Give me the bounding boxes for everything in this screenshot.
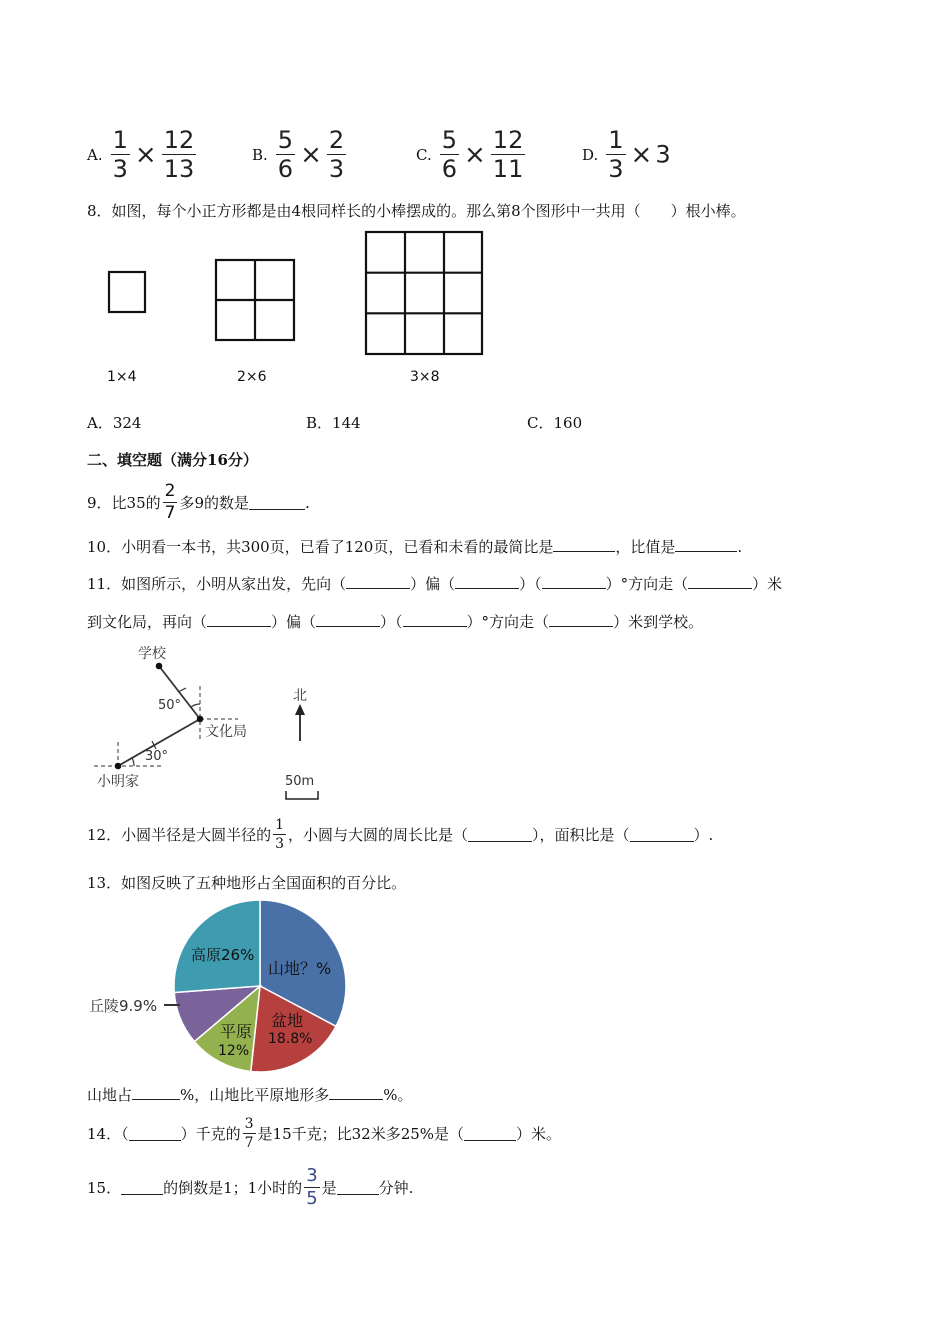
answer-blank[interactable] [121, 1181, 163, 1195]
fraction: $\frac{12}{13}$ [163, 126, 195, 183]
q8-option-a[interactable]: A．324 [87, 414, 142, 432]
option-letter: C. [416, 145, 432, 164]
q10-text-b: ，比值是 [615, 538, 676, 556]
figure-3x3 [366, 232, 482, 354]
times-sign: × [300, 139, 322, 170]
map-label-home: 小明家 [97, 774, 139, 790]
terrain-pie-chart [170, 899, 370, 1079]
q15 [87, 1167, 413, 1208]
fraction: $\frac{5}{6}$ [277, 126, 294, 183]
q11-line2 [87, 611, 703, 632]
q7-option-a[interactable] [87, 128, 198, 181]
q14 [87, 1117, 561, 1150]
q11-seg: ）（ [519, 575, 542, 593]
answer-blank[interactable] [329, 1086, 383, 1100]
fraction: $\frac{2}{7}$ [164, 481, 176, 523]
pie-label-plateau: 高原26% [191, 946, 255, 964]
q11-seg: ）（ [380, 613, 403, 631]
scale-bar-icon [285, 791, 321, 801]
answer-blank[interactable] [316, 613, 380, 627]
q8-option-c[interactable]: C．160 [527, 414, 583, 432]
answer-blank[interactable] [464, 1127, 516, 1141]
q15-seg: 分钟. [378, 1179, 414, 1197]
map-label-angle1: 50° [158, 698, 182, 713]
q15-seg: 的倒数是1；1小时的 [163, 1179, 303, 1197]
answer-blank[interactable] [553, 538, 615, 552]
q15-seg: 是 [321, 1179, 337, 1197]
q11-seg: ）偏（ [410, 575, 456, 593]
option-letter: B. [252, 145, 268, 164]
fraction: $\frac{12}{11}$ [492, 126, 524, 183]
q13-seg: %，山地比平原地形多 [180, 1086, 330, 1104]
q7-option-c[interactable] [416, 128, 527, 181]
q7-option-b[interactable] [252, 128, 348, 181]
map-label-school: 学校 [138, 646, 166, 662]
q10-text-a: 10．小明看一本书，共300页，已看了120页，已看和未看的最简比是 [87, 538, 554, 556]
figure-caption-1: 1×4 [107, 369, 137, 385]
fraction: $\frac{1}{3}$ [275, 817, 285, 852]
answer-blank[interactable] [337, 1181, 379, 1195]
q9-end: . [305, 493, 310, 512]
q14-seg: ）千克的 [180, 1125, 241, 1143]
times-sign: × [464, 139, 486, 170]
fraction: $\frac{1}{3}$ [608, 126, 624, 183]
q11-seg: ）°方向走（ [605, 575, 689, 593]
pie-label-hills: 丘陵9.9% [89, 997, 158, 1015]
answer-blank[interactable] [675, 538, 737, 552]
scale-label: 50m [285, 774, 315, 789]
pie-label-basin-name: 盆地 [271, 1011, 304, 1030]
q12 [87, 818, 713, 851]
answer-blank[interactable] [129, 1127, 181, 1141]
q13-seg: %。 [383, 1086, 413, 1104]
hills-leader-line [164, 1004, 180, 1006]
q14-seg: ）米。 [516, 1125, 562, 1143]
map-label-office: 文化局 [205, 724, 247, 740]
option-letter: A. [87, 145, 103, 164]
pie-label-basin-value: 18.8% [268, 1031, 313, 1047]
fraction: $\frac{3}{7}$ [244, 1116, 254, 1151]
answer-blank[interactable] [542, 575, 606, 589]
north-label: 北 [293, 688, 307, 704]
fraction: $\frac{5}{6}$ [441, 126, 457, 183]
fraction: $\frac{3}{5}$ [306, 1165, 318, 1209]
answer-blank[interactable] [688, 575, 752, 589]
q9 [87, 483, 310, 522]
q12-end: ）. [693, 826, 714, 844]
q8-text: 8．如图，每个小正方形都是由4根同样长的小棒摆成的。那么第8个图形中一共用（ ）根小棒。 [87, 202, 746, 220]
q9-post: 多9的数是 [179, 494, 250, 512]
q11-seg: ）米 [752, 575, 783, 593]
fraction: $\frac{1}{3}$ [112, 126, 128, 183]
times-sign: × [630, 139, 653, 170]
north-arrow-icon [293, 703, 307, 743]
q12-mid2: ），面积比是（ [532, 826, 630, 844]
answer-blank[interactable] [346, 575, 410, 589]
q11-line1 [87, 573, 782, 594]
q13-seg: 山地占 [87, 1086, 133, 1104]
figure-caption-2: 2×6 [237, 369, 267, 385]
q11-seg: 11．如图所示，小明从家出发，先向（ [87, 575, 347, 593]
q10-text-c: . [737, 538, 743, 556]
q14-seg: 14．（ [87, 1125, 129, 1143]
q9-pre: 9．比35的 [87, 494, 161, 512]
figure-2x2 [216, 260, 294, 340]
figure-caption-3: 3×8 [410, 369, 440, 385]
office-point [197, 716, 204, 723]
q12-mid: ，小圆与大圆的周长比是（ [288, 826, 469, 844]
q7-option-d[interactable] [582, 128, 671, 181]
answer-blank[interactable] [455, 575, 519, 589]
answer-blank[interactable] [468, 828, 532, 842]
figure-1x1 [109, 272, 145, 312]
times-sign: × [134, 139, 157, 170]
section-heading: 二、填空题（满分16分） [87, 451, 258, 469]
q11-seg: 到文化局，再向（ [87, 613, 208, 631]
answer-blank[interactable] [207, 613, 271, 627]
answer-blank[interactable] [630, 828, 694, 842]
pie-label-mountain: 山地？% [268, 959, 332, 978]
answer-blank[interactable] [249, 496, 305, 510]
q8-square-figures [100, 228, 520, 363]
pie-label-plain-name: 平原 [220, 1022, 253, 1041]
map-label-angle2: 30° [145, 749, 169, 764]
q11-seg: ）米到学校。 [613, 613, 704, 631]
q14-seg: 是15千克；比32米多25%是（ [257, 1125, 465, 1143]
option-letter: D. [582, 145, 599, 164]
q13-text: 13．如图反映了五种地形占全国面积的百分比。 [87, 874, 407, 892]
q10 [87, 536, 742, 557]
q13-answer [87, 1084, 413, 1105]
home-point [115, 763, 122, 770]
school-point [156, 663, 163, 670]
q11-seg: ）°方向走（ [466, 613, 550, 631]
q12-pre: 12．小圆半径是大圆半径的 [87, 826, 272, 844]
q8-option-b[interactable]: B．144 [306, 414, 361, 432]
pie-label-plain-value: 12% [218, 1043, 250, 1059]
q15-seg: 15． [87, 1179, 122, 1197]
answer-blank[interactable] [549, 613, 613, 627]
q11-seg: ）偏（ [271, 613, 317, 631]
answer-blank[interactable] [403, 613, 467, 627]
integer: 3 [655, 140, 671, 169]
answer-blank[interactable] [132, 1086, 180, 1100]
fraction: $\frac{2}{3}$ [328, 126, 345, 183]
